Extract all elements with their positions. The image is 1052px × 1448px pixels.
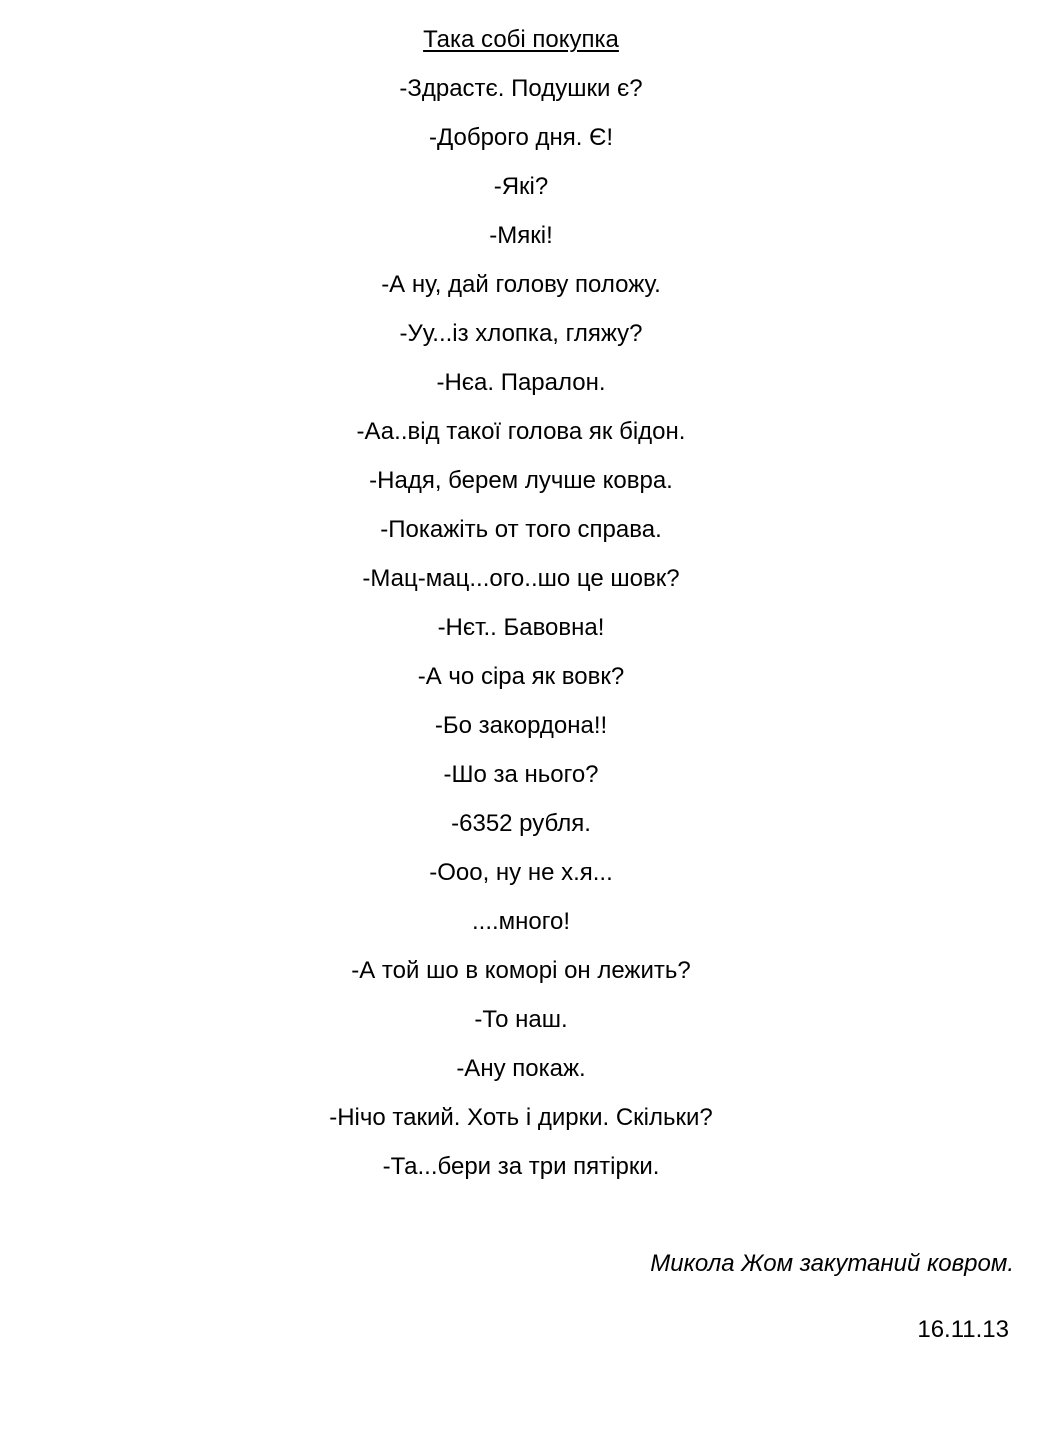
poem-line: -То наш. [474,1006,568,1033]
poem-line: -Мякі! [489,222,553,249]
poem-line: -Мац-мац...ого..шо це шовк? [362,565,680,592]
poem-line: -Аа..від такої голова як бідон. [356,418,686,445]
poem-line: -6352 рубля. [451,810,591,837]
poem-line: -А той шо в коморі он лежить? [351,957,691,984]
poem-line: -А чо сіра як вовк? [417,663,625,690]
poem-line: -Які? [493,173,549,200]
poem-line: -Доброго дня. Є! [428,124,614,151]
poem-line: -Нєт.. Бавовна! [437,614,605,641]
poem-line: -Нєа. Паралон. [436,369,606,396]
poem-line: -Уу...із хлопка, гляжу? [399,320,643,347]
poem-line: -А ну, дай голову положу. [381,271,661,298]
poem-line: -Шо за нього? [443,761,599,788]
poem-line: -Та...бери за три пятірки. [382,1153,660,1180]
poem-body [0,73,1042,1200]
poem-line: -Нічо такий. Хоть і дирки. Скільки? [329,1104,713,1131]
poem-line: -Бо закордона!! [434,712,608,739]
poem-line: -Надя, берем лучше ковра. [369,467,673,494]
poem-line: -Ооо, ну не х.я... [429,859,613,886]
author-signature: Микола Жом закутаний ковром. [650,1250,1014,1277]
document-title: Така собі покупка [423,26,619,53]
poem-line: -Покажіть от того справа. [380,516,662,543]
document-date: 16.11.13 [917,1316,1009,1343]
poem-line: -Ану покаж. [456,1055,586,1082]
poem-line: ....много! [471,908,570,935]
poem-line: -Здрастє. Подушки є? [399,75,643,102]
